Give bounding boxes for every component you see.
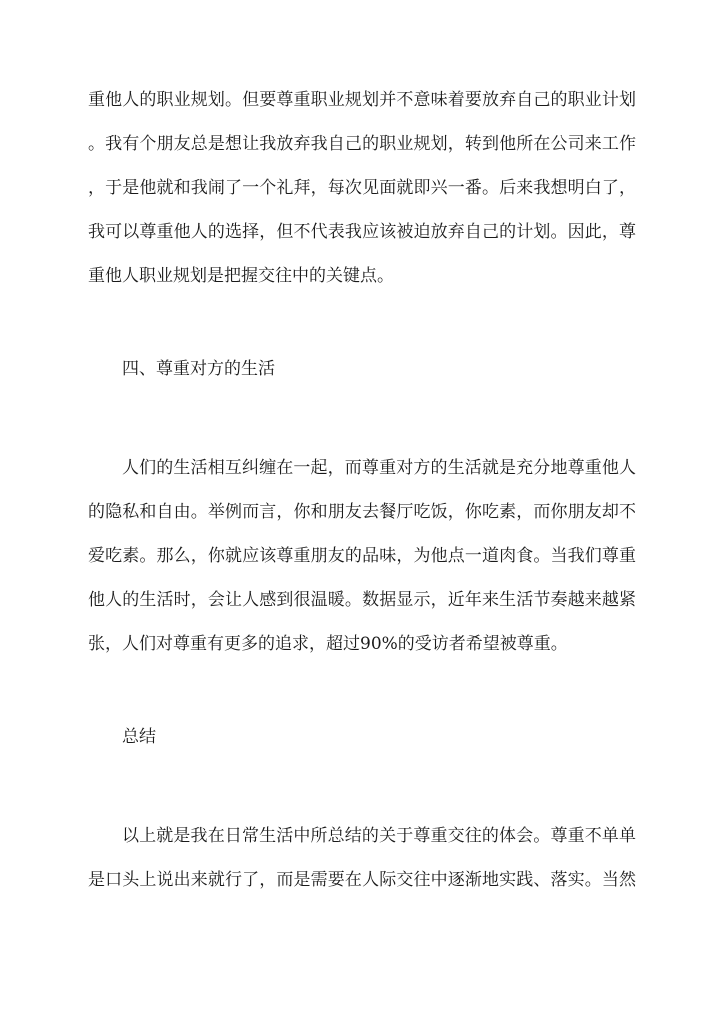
text-line: ，于是他就和我闹了一个礼拜，每次见面就即兴一番。后来我想明白了， [88,178,636,198]
text-line: 我可以尊重他人的选择，但不代表我应该被迫放弃自己的计划。因此，尊 [88,222,636,242]
text-line: 爱吃素。那么，你就应该尊重朋友的品味，为他点一道肉食。当我们尊重 [88,546,636,566]
text-line: 张，人们对尊重有更多的追求，超过90%的受访者希望被尊重。 [88,634,568,654]
text-line: 重他人的职业规划。但要尊重职业规划并不意味着要放弃自己的职业计划 [88,90,636,110]
text-line: 重他人职业规划是把握交往中的关键点。 [88,266,394,286]
text-line: 人们的生活相互纠缠在一起，而尊重对方的生活就是充分地尊重他人 [122,458,636,478]
text-line: 他人的生活时，会让人感到很温暖。数据显示，近年来生活节奏越来越紧 [88,590,636,610]
text-line: 以上就是我在日常生活中所总结的关于尊重交往的体会。尊重不单单 [122,826,636,846]
text-line: 的隐私和自由。举例而言，你和朋友去餐厅吃饭，你吃素，而你朋友却不 [88,502,636,522]
text-line: 是口头上说出来就行了，而是需要在人际交往中逐渐地实践、落实。当然 [88,870,636,890]
text-line: 。我有个朋友总是想让我放弃我自己的职业规划，转到他所在公司来工作 [88,134,636,154]
section-heading-summary: 总结 [122,727,156,747]
section-heading-respect-life: 四、尊重对方的生活 [122,359,275,379]
